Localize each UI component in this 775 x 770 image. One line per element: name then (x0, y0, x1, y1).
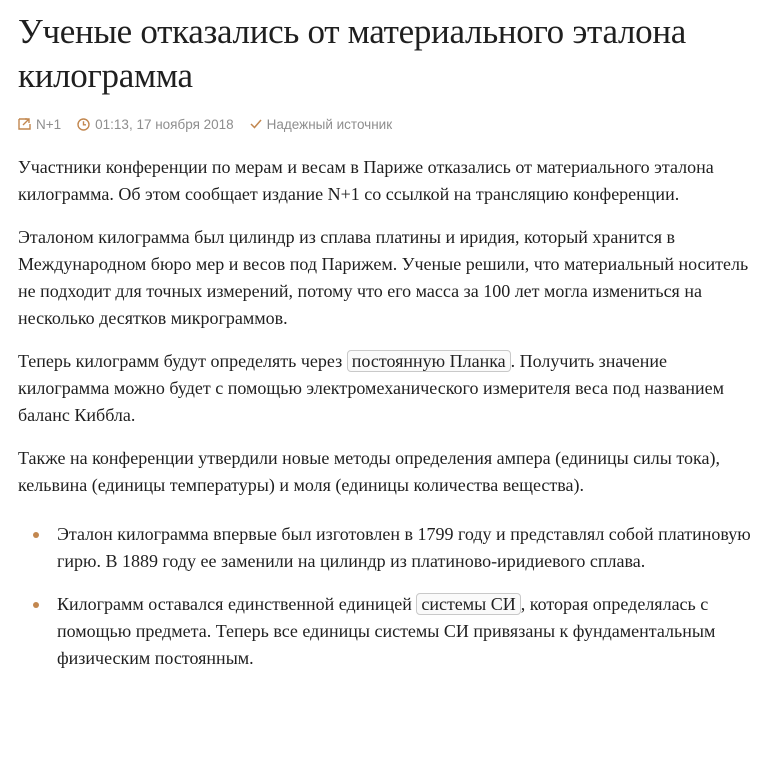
meta-reliability-label: Надежный источник (266, 116, 393, 132)
paragraph-3-text-after: . Получить значение килограмма можно будет с помощью электромеханического измерителя веса под названием баланс Киббла. (18, 351, 725, 425)
paragraph-1: Участники конференции по мерам и весам в Париже отказались от материального эталона килограмма. Об этом сообщает издание N+1 со ссылкой на трансляцию конференции. (18, 157, 714, 204)
fact-2-text-before: Килограмм оставался единственной единицей (57, 594, 417, 614)
article-title: Ученые отказались от материального эталона килограмма (18, 12, 687, 95)
paragraph-3-text-before: Теперь килограмм будут определять через (18, 351, 347, 371)
fact-2-text-after: , которая определялась с помощью предмета. Теперь все единицы системы СИ привязаны к фундаментальным физическим постоянным. (57, 594, 716, 668)
list-item (18, 521, 757, 575)
paragraph-3 (18, 348, 757, 429)
planck-constant-link[interactable]: постоянную Планка (347, 350, 511, 372)
article-meta (18, 114, 757, 134)
paragraph-2: Эталоном килограмма был цилиндр из сплава платины и иридия, который хранится в Международном бюро мер и весов под Парижем. Ученые решили, что материальный носитель не подходит для точных измерений, потому что его масса за 100 лет могла измениться на несколько десятков микрограммов. (18, 227, 749, 328)
article-body (18, 154, 757, 672)
si-system-link[interactable]: системы СИ (416, 593, 520, 615)
list-item (18, 591, 757, 672)
meta-source-label: N+1 (36, 116, 62, 132)
meta-datetime (77, 117, 234, 132)
meta-source[interactable] (18, 117, 61, 132)
facts-list (18, 521, 757, 672)
meta-reliability (250, 117, 392, 132)
source-icon (18, 118, 31, 130)
paragraph-4: Также на конференции утвердили новые методы определения ампера (единицы силы тока), кельвина (единицы температуры) и моля (единицы количества вещества). (18, 448, 720, 495)
bullet-icon (33, 532, 39, 538)
check-icon (250, 119, 262, 129)
fact-1-text: Эталон килограмма впервые был изготовлен в 1799 году и представлял собой платиновую гирю. В 1889 году ее заменили на цилиндр из платиново-иридиевого сплава. (57, 524, 751, 571)
clock-icon (77, 118, 90, 131)
meta-datetime-label: 01:13, 17 ноября 2018 (95, 116, 234, 132)
bullet-icon (33, 602, 39, 608)
